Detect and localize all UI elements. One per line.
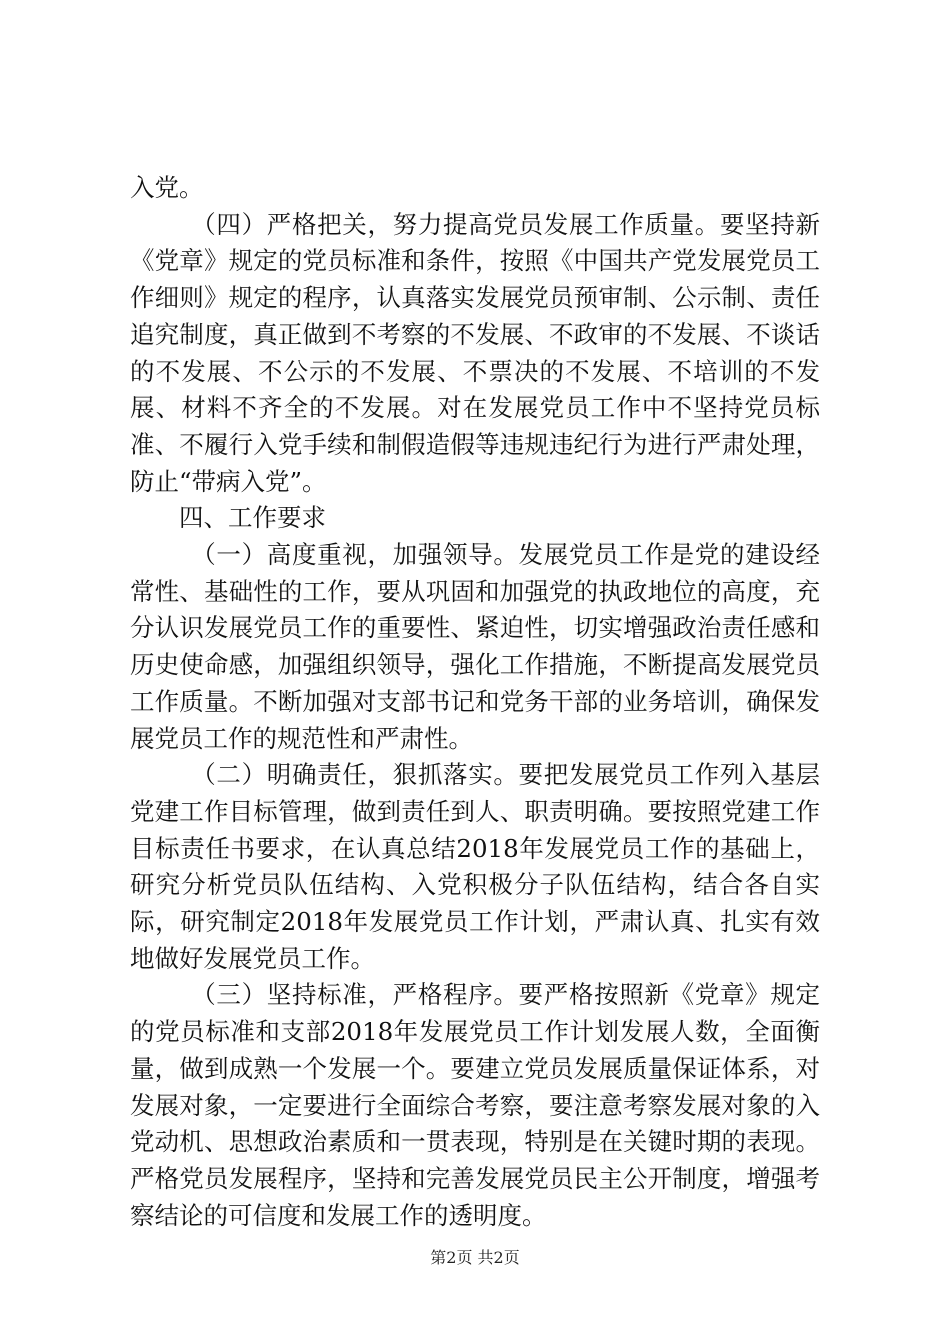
paragraph-section-4: （四）严格把关，努力提高党员发展工作质量。要坚持新《党章》规定的党员标准和条件，按照《中国共产党发展党员工作细则》规定的程序，认真落实发展党员预审制、公示制、责任追究制度，真正做到不考察的不发展、不政审的不发展、不谈话的不发展、不公示的不发展、不票决的不发展、不培训的不发展、材料不齐全的不发展。对在发展党员工作中不坚持党员标准、不履行入党手续和制假造假等违规违纪行为进行严肃处理，防止“带病入党”。 (130, 209, 820, 496)
page-number-footer: 第2页 共2页 (430, 1248, 520, 1267)
section-heading-work-requirements: 四、工作要求 (179, 503, 326, 533)
paragraph-continuation: 入党。 (130, 173, 204, 202)
document-body (130, 170, 820, 1234)
paragraph-requirement-2: （二）明确责任，狠抓落实。要把发展党员工作列入基层党建工作目标管理，做到责任到人、职责明确。要按照党建工作目标责任书要求，在认真总结2018年发展党员工作的基础上，研究分析党员队伍结构、入党积极分子队伍结构，结合各自实际，研究制定2018年发展党员工作计划，严肃认真、扎实有效地做好发展党员工作。 (130, 760, 820, 973)
paragraph-requirement-3: （三）坚持标准，严格程序。要严格按照新《党章》规定的党员标准和支部2018年发展党员工作计划发展人数，全面衡量，做到成熟一个发展一个。要建立党员发展质量保证体系，对发展对象，一定要进行全面综合考察，要注意考察发展对象的入党动机、思想政治素质和一贯表现，特别是在关键时期的表现。严格党员发展程序，坚持和完善发展党员民主公开制度，增强考察结论的可信度和发展工作的透明度。 (130, 980, 820, 1230)
paragraph-requirement-1: （一）高度重视，加强领导。发展党员工作是党的建设经常性、基础性的工作，要从巩固和加强党的执政地位的高度，充分认识发展党员工作的重要性、紧迫性，切实增强政治责任感和历史使命感，加强组织领导，强化工作措施，不断提高发展党员工作质量。不断加强对支部书记和党务干部的业务培训，确保发展党员工作的规范性和严肃性。 (130, 540, 820, 753)
